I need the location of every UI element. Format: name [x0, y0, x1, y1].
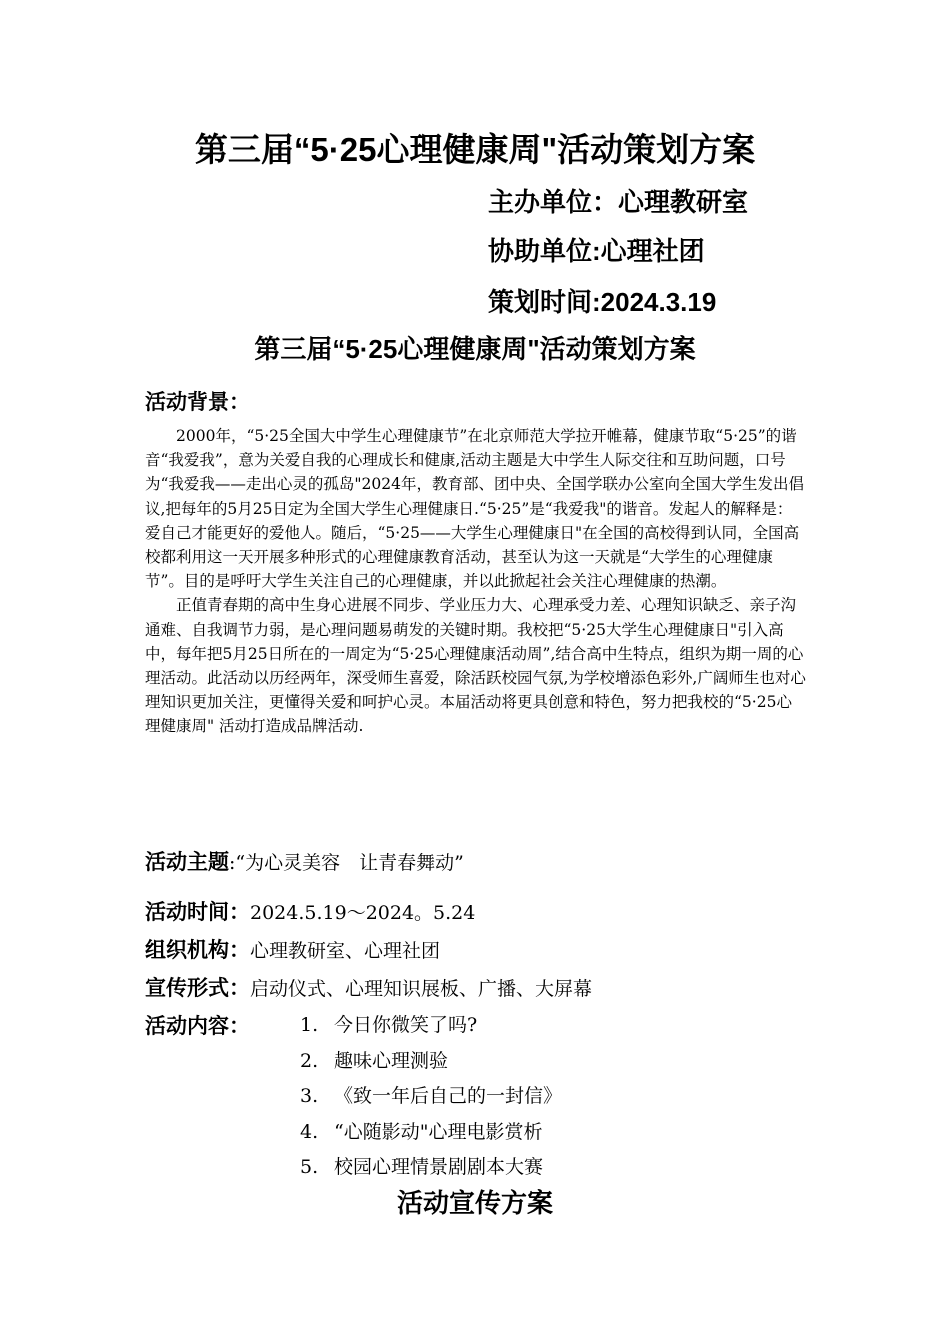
list-number: 3. [300, 1085, 319, 1107]
organization-field [145, 934, 440, 964]
list-text: “心随影动"心理电影赏析 [334, 1120, 543, 1143]
list-text: 今日你微笑了吗? [334, 1014, 478, 1036]
background-paragraph: 2000年，“5·25全国大中学生心理健康节”在北京师范大学拉开帷幕，健康节取“5·25”的谐音“我爱我”，意为关爱自我的心理成长和健康,活动主题是大中学生人际交往和互助问题，口号为“我爱我——走出心灵的孤岛"2024年，教育部、团中央、全国学联办公室向全国大学生发出倡议,把每年的5月25日定为全国大学生心理健康日.“5·25”是“我爱我"的谐音。发起人的解释是：爱自己才能更好的爱他人。随后，“5·25——大学生心理健康日"在全国的高校得到认同，全国高校都利用这一天开展多种形式的心理健康教育活动，甚至认为这一天就是“大学生的心理健康节”。目的是呼吁大学生关注自己的心理健康，并以此掀起社会关注心理健康的热潮。 [145, 427, 805, 591]
organization-label: 组织机构： [145, 939, 250, 962]
document-title: 第三届“5·25心理健康周"活动策划方案 [194, 131, 756, 168]
list-item [300, 1115, 562, 1151]
content-label: 活动内容： [145, 1015, 250, 1038]
theme-value: :“为心灵美容 让青春舞动” [229, 852, 464, 874]
time-value: 2024.5.19～2024。5.24 [250, 902, 476, 924]
background-heading: 活动背景： [145, 391, 250, 414]
time-label: 活动时间： [145, 901, 250, 924]
content-list [300, 1008, 562, 1186]
list-text: 《致一年后自己的一封信》 [334, 1085, 563, 1107]
list-text: 趣味心理测验 [334, 1049, 449, 1072]
list-item [300, 1079, 562, 1115]
assist-unit: 协助单位:心理社团 [488, 236, 705, 266]
list-text: 校园心理情景剧剧本大赛 [334, 1156, 544, 1178]
list-number: 5. [300, 1156, 319, 1178]
promotion-field [145, 972, 592, 1002]
background-text [145, 424, 807, 739]
list-number: 2. [300, 1049, 319, 1072]
theme-label: 活动主题 [145, 851, 229, 874]
list-item [300, 1044, 562, 1080]
time-field [145, 896, 475, 926]
list-item [300, 1150, 562, 1186]
document-subtitle: 第三届“5·25心理健康周"活动策划方案 [254, 334, 696, 364]
theme-field [145, 846, 464, 876]
promotion-label: 宣传形式： [145, 977, 250, 1000]
promotion-value: 启动仪式、心理知识展板、广播、大屏幕 [250, 978, 593, 1000]
host-unit: 主办单位：心理教研室 [488, 187, 749, 217]
background-paragraph: 正值青春期的高中生身心进展不同步、学业压力大、心理承受力差、心理知识缺乏、亲子沟通难、自我调节力弱，是心理问题易萌发的关键时期。我校把“5·25大学生心理健康日"引入高中，每年把5月25日所在的一周定为“5·25心理健康活动周”,结合高中生特点，组织为期一周的心理活动。此活动以历经两年，深受师生喜爱，除活跃校园气氛,为学校增添色彩外,广阔师生也对心理知识更加关注，更懂得关爱和呵护心灵。本届活动将更具创意和特色，努力把我校的“5·25心理健康周" 活动打造成品牌活动. [145, 596, 806, 736]
organization-value: 心理教研室、心理社团 [250, 940, 441, 962]
list-number: 4. [300, 1120, 319, 1143]
promotion-plan-heading: 活动宣传方案 [396, 1188, 553, 1218]
list-number: 1. [300, 1014, 319, 1036]
plan-time: 策划时间:2024.3.19 [488, 287, 717, 317]
list-item [300, 1008, 562, 1044]
